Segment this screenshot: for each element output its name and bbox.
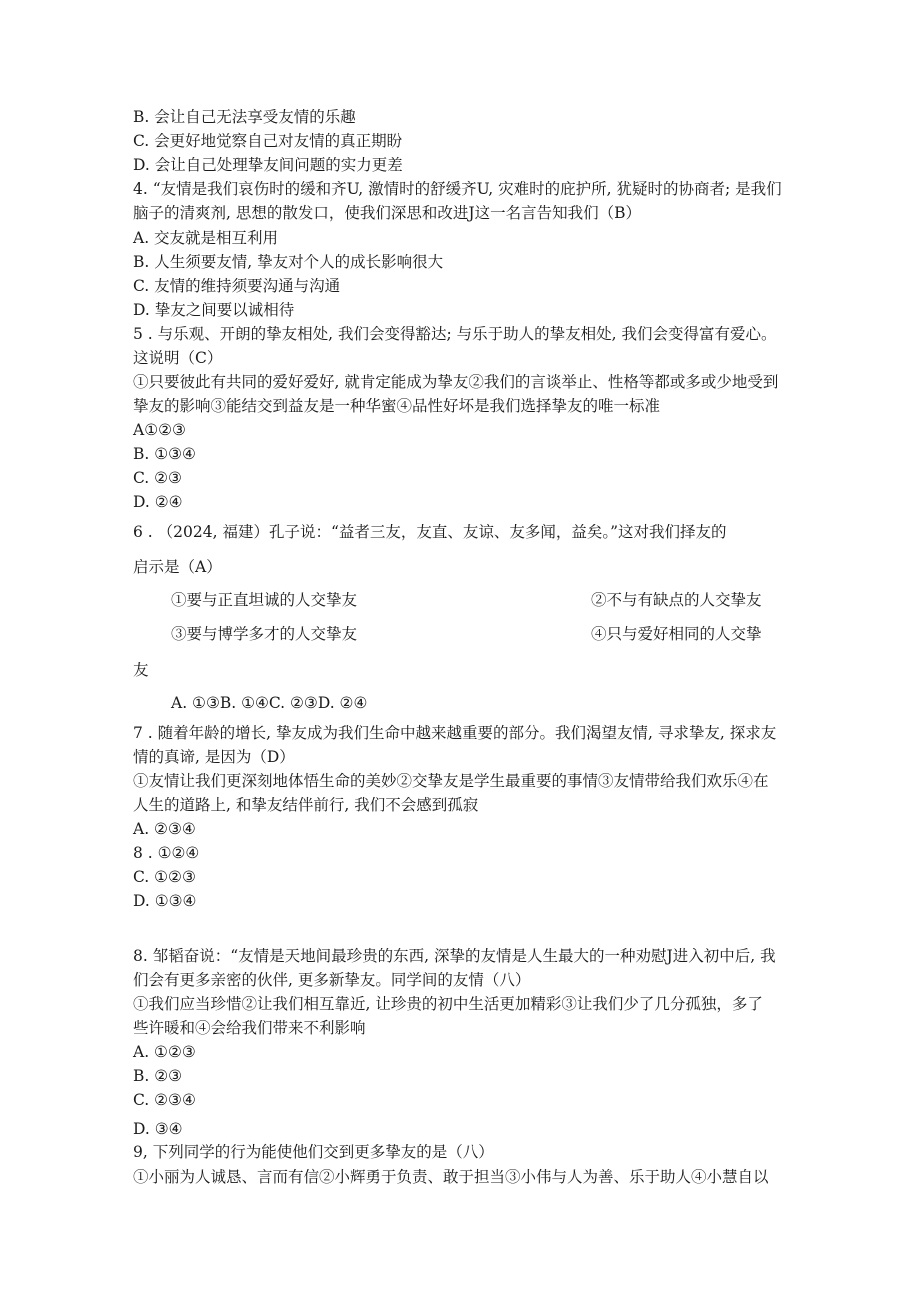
- question-4-line-1: 4. “友情是我们哀伤时的缓和齐U, 激情时的舒缓齐U, 灾难时的庇护所, 犹疑时的协商者; 是我们: [133, 180, 782, 198]
- option-b-q3: B. 会让自己无法享受友情的乐趣: [133, 108, 356, 126]
- question-9-line-1: 9, 下列同学的行为能使他们交到更多挚友的是（八）: [133, 1143, 494, 1161]
- option-d-q8: D. ③④: [133, 1120, 183, 1138]
- question-8-line-1: 8. 邹韬奋说：“友情是天地间最珍贵的东西, 深挚的友情是人生最大的一种劝慰J进入初中后, 我: [133, 947, 776, 965]
- question-6-statement-2: ②不与有缺点的人交挚友: [591, 591, 762, 609]
- question-5-line-2: 这说明（C）: [133, 349, 223, 367]
- question-9-statements-1: ①小丽为人诚恳、言而有信②小辉勇于负责、敢于担当③小伟与人为善、乐于助人④小慧自以: [133, 1168, 769, 1186]
- question-6-statement-1: ①要与正直坦诚的人交挚友: [171, 591, 358, 609]
- question-5-line-1: 5 . 与乐观、开朗的挚友相处, 我们会变得豁达; 与乐于助人的挚友相处, 我们会变得富有爱心。: [133, 325, 777, 343]
- option-d-q3: D. 会让自己处理挚友间问题的实力更差: [133, 156, 403, 174]
- option-c-q5: C. ②③: [133, 469, 182, 487]
- question-4-line-2: 脑子的清爽剂, 思想的散发口，使我们深思和改进J这一名言告知我们（B）: [133, 204, 641, 222]
- option-d-q4: D. 挚友之间要以诚相待: [133, 301, 295, 319]
- question-6-line-1: 6 . （2024, 福建）孔子说：“益者三友，友直、友谅、友多闻，益矣。”这对我们择友的: [133, 523, 727, 541]
- option-b-q5: B. ①③④: [133, 445, 196, 463]
- question-7-line-2: 情的真谛, 是因为（D）: [133, 748, 295, 766]
- question-7-line-1: 7 . 随着年龄的增长, 挚友成为我们生命中越来越重要的部分。我们渴望友情, 寻求挚友, 探求友: [133, 724, 777, 742]
- question-7-statements-1: ①友情让我们更深刻地体悟生命的美妙②交挚友是学生最重要的事情③友情带给我们欢乐④在: [133, 772, 769, 790]
- question-5-statements-1: ①只要彼此有共同的爱好爱好, 就肯定能成为挚友②我们的言谈举止、性格等都或多或少地受到: [133, 373, 779, 391]
- option-a-q8: A. ①②③: [133, 1043, 196, 1061]
- question-7-statements-2: 人生的道路上, 和挚友结伴前行, 我们不会感到孤寂: [133, 796, 479, 814]
- question-6-statement-4: ④只与爱好相同的人交挚: [591, 625, 762, 643]
- option-a-q5: A①②③: [133, 421, 186, 439]
- question-8-statements-2: 些许暖和④会给我们带来不利影响: [133, 1019, 366, 1037]
- option-c-q7: C. ①②③: [133, 868, 196, 886]
- option-b-q7: 8 . ①②④: [133, 844, 200, 862]
- question-6-line-2: 启示是（A）: [133, 558, 222, 576]
- option-b-q4: B. 人生须要友情, 挚友对个人的成长影响很大: [133, 253, 444, 271]
- option-a-q7: A. ②③④: [133, 820, 196, 838]
- option-b-q8: B. ②③: [133, 1067, 183, 1085]
- question-5-statements-2: 挚友的影响③能结交到益友是一种华蜜④品性好坏是我们选择挚友的唯一标准: [133, 397, 661, 415]
- question-6-statement-3: ③要与博学多才的人交挚友: [171, 625, 358, 643]
- option-a-q4: A. 交友就是相互利用: [133, 229, 279, 247]
- option-d-q5: D. ②④: [133, 493, 183, 511]
- question-6-options: A. ①③B. ①④C. ②③D. ②④: [171, 694, 368, 712]
- question-8-line-2: 们会有更多亲密的伙伴, 更多新挚友。同学间的友情（八）: [133, 971, 531, 989]
- option-c-q4: C. 友情的维持须要沟通与沟通: [133, 277, 341, 295]
- option-d-q7: D. ①③④: [133, 892, 197, 910]
- option-c-q8: C. ②③④: [133, 1091, 196, 1109]
- question-8-statements-1: ①我们应当珍惜②让我们相互靠近, 让珍贵的初中生活更加精彩③让我们少了几分孤独，多了: [133, 995, 763, 1013]
- question-6-statement-4-wrap: 友: [133, 661, 149, 679]
- option-c-q3: C. 会更好地觉察自己对友情的真正期盼: [133, 132, 403, 150]
